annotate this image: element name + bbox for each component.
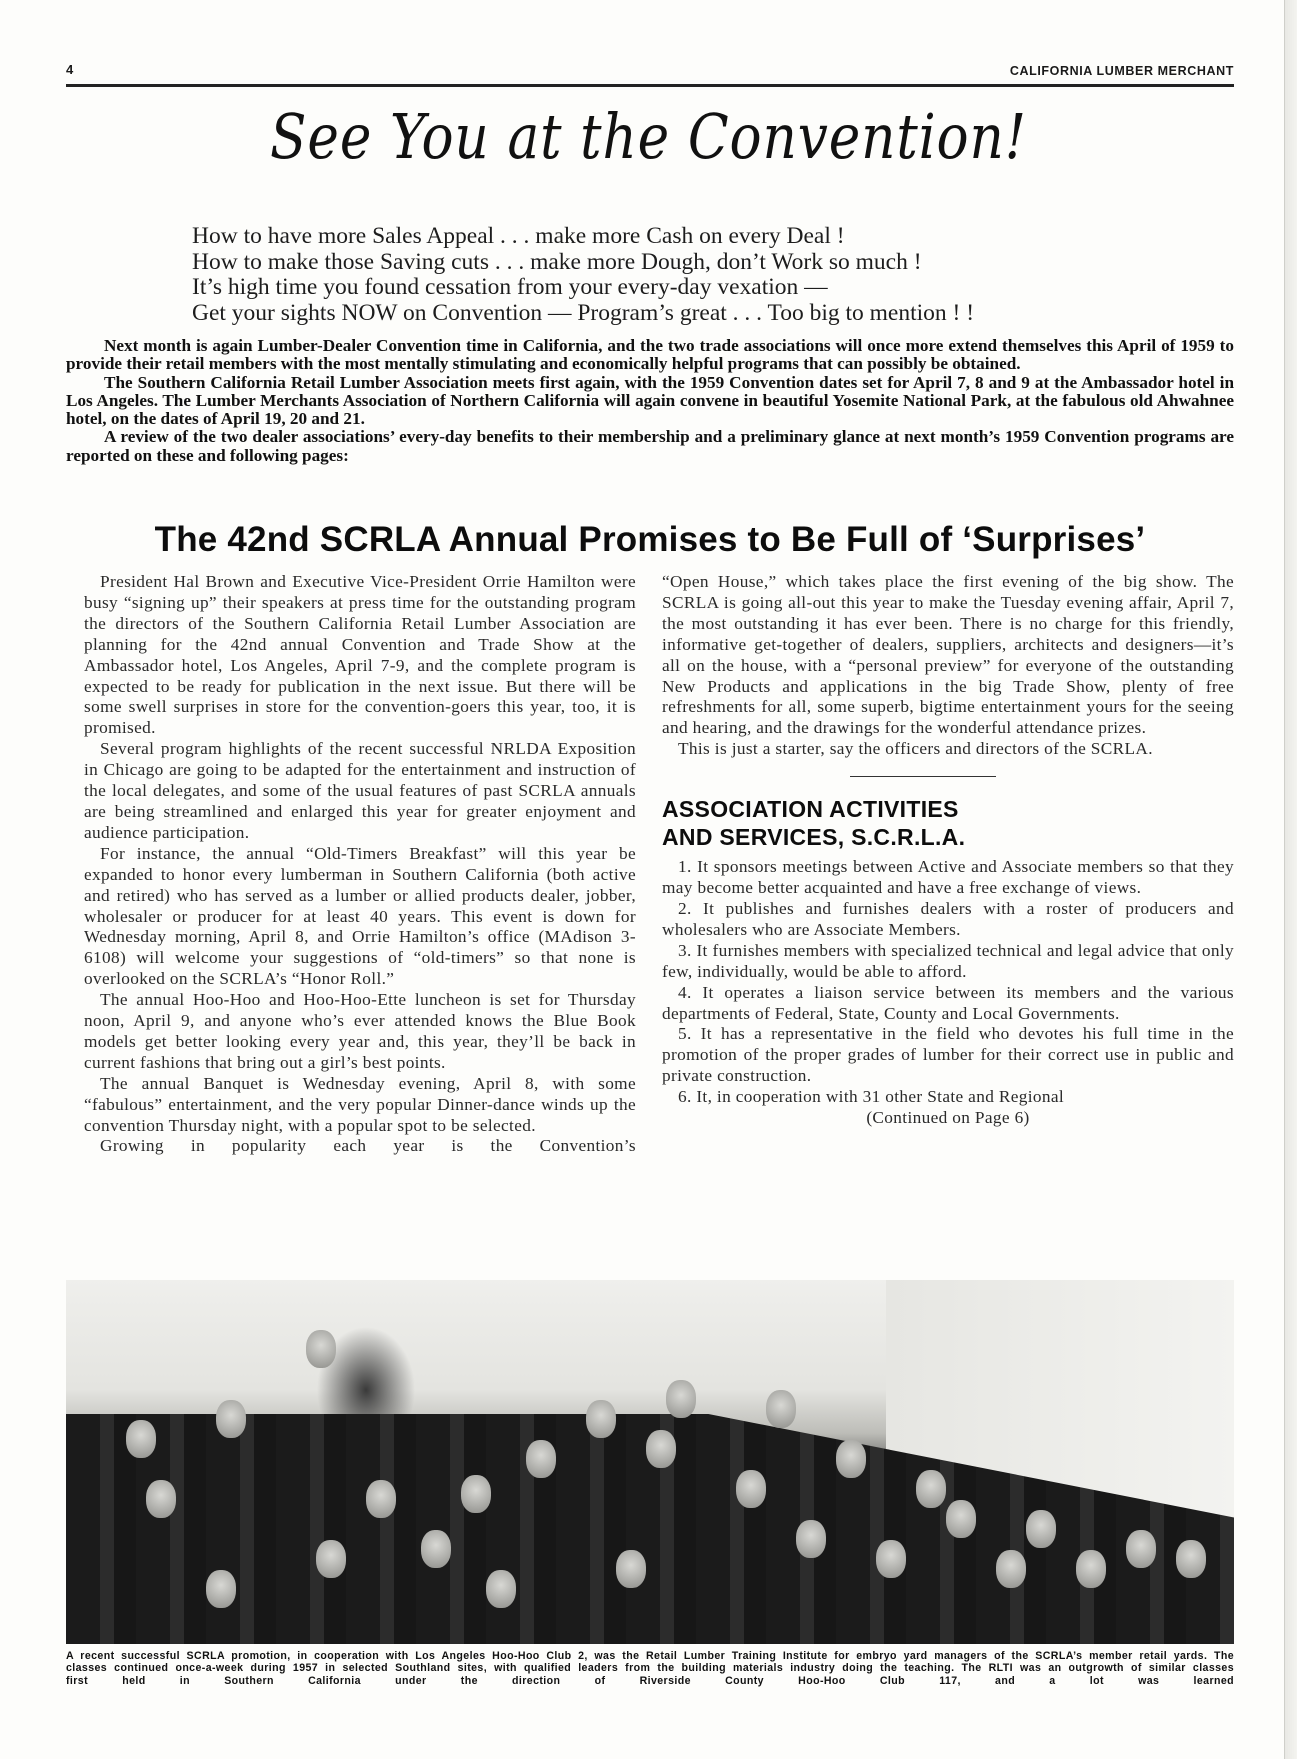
service-item: 2. It publishes and furnishes dealers with a roster of producers and wholesalers who are Associate Members. xyxy=(662,898,1234,939)
photo-face xyxy=(216,1400,246,1438)
photo-face xyxy=(1076,1550,1106,1588)
article-paragraph: The annual Hoo-Hoo and Hoo-Hoo-Ette luncheon is set for Thursday noon, April 9, and anyone who’s ever attended knows the Blue Book models get better looking every year and, this year, they’ll be back in current fashions that bring out a girl’s best points. xyxy=(84,990,636,1072)
photo-face xyxy=(461,1475,491,1513)
verse-line: How to make those Saving cuts . . . make more Dough, don’t Work so much ! xyxy=(192,248,922,275)
service-item: 6. It, in cooperation with 31 other State and Regional xyxy=(678,1087,1065,1107)
photo-face xyxy=(206,1570,236,1608)
photo-face xyxy=(316,1540,346,1578)
article-paragraph: Growing in popularity each year is the Convention’s xyxy=(100,1136,636,1156)
photo-face xyxy=(796,1520,826,1558)
subheading-line: ASSOCIATION ACTIVITIES xyxy=(662,796,959,823)
article-paragraph: President Hal Brown and Executive Vice-President Orrie Hamilton were busy “signing up” their speakers at press time for the outstanding program the directors of the Southern California Retail Lumber Association are planning for the 42nd annual Convention and Trade Show at the Ambassador hotel, Los Angeles, April 7-9, and the complete program is expected to be ready for publication in the next issue. But there will be some swell surprises in store for the convention-goers this year, too, it is promised. xyxy=(84,572,636,738)
article-paragraph: “Open House,” which takes place the first evening of the big show. The SCRLA is going all-out this year to make the Tuesday evening affair, April 7, the most outstanding it has ever been. There is no charge for this friendly, informative get-together of dealers, suppliers, architects and designers—it’s all on the house, with a “personal preview” for everyone of the outstanding New Products and applications in the big Trade Show, plenty of free refreshments for all, some superb, bigtime entertainment yours for the seeing and hearing, and the drawings for the wonderful attendance prizes. xyxy=(662,572,1234,738)
photo-face xyxy=(586,1400,616,1438)
section-divider xyxy=(850,776,996,777)
photo-face xyxy=(126,1420,156,1458)
subheading-line: AND SERVICES, S.C.R.L.A. xyxy=(662,824,966,851)
verse-line: It’s high time you found cessation from your every-day vexation — xyxy=(192,274,828,300)
article-paragraph: Several program highlights of the recent successful NRLDA Exposition in Chicago are going to be adapted for the entertainment and instruction of the local delegates, and some of the usual features of past SCRLA annuals are being streamlined and enlarged this year for greater enjoyment and audience participation. xyxy=(84,739,636,842)
article-column-left xyxy=(84,572,636,1157)
photo-face xyxy=(526,1440,556,1478)
header-rule xyxy=(66,84,1234,87)
intro-paragraph: Next month is again Lumber-Dealer Convention time in California, and the two trade associations will once more extend themselves this April of 1959 to provide their retail members with the most mentally stimulating and economically helpful programs that can possibly be obtained. xyxy=(66,336,1234,374)
photo-face xyxy=(876,1540,906,1578)
photo-face xyxy=(616,1550,646,1588)
photo-face xyxy=(996,1550,1026,1588)
photo-face xyxy=(366,1480,396,1518)
page-edge xyxy=(1284,0,1297,1759)
photo-face xyxy=(736,1470,766,1508)
article-headline: The 42nd SCRLA Annual Promises to Be Full of ‘Surprises’ xyxy=(154,520,1146,559)
photo-face xyxy=(916,1470,946,1508)
service-item: 1. It sponsors meetings between Active and Associate members so that they may become better acquainted and have a free exchange of views. xyxy=(662,857,1234,898)
intro-paragraph: The Southern California Retail Lumber Association meets first again, with the 1959 Convention dates set for April 7, 8 and 9 at the Ambassador hotel in Los Angeles. The Lumber Merchants Association of Northern California will again convene in beautiful Yosemite National Park, at the fabulous old Ahwahnee hotel, on the dates of April 19, 20 and 21. xyxy=(66,372,1234,429)
photo-face xyxy=(486,1570,516,1608)
photo-face xyxy=(666,1380,696,1418)
article-paragraph: This is just a starter, say the officers and directors of the SCRLA. xyxy=(678,739,1153,759)
photo-face xyxy=(836,1440,866,1478)
photo-face xyxy=(1126,1530,1156,1568)
service-item: 4. It operates a liaison service between its members and the various departments of Federal, State, County and Local Governments. xyxy=(662,982,1234,1023)
photo-caption: A recent successful SCRLA promotion, in cooperation with Los Angeles Hoo-Hoo Club 2, was the Retail Lumber Training Institute for embryo yard managers of the SCRLA’s member retail yards. The classes continued once-a-week during 1957 in selected Southland sites, with qualified leaders from the building materials industry doing the teaching. The RLTI was an outgrowth of similar classes first held in Southern California under the direction of Riverside County Hoo-Hoo Club 117, and a lot was learned xyxy=(66,1650,1234,1687)
verse-line: Get your sights NOW on Convention — Program’s great . . . Too big to mention ! ! xyxy=(192,299,975,326)
intro-paragraph: A review of the two dealer associations’ every-day benefits to their membership and a preliminary glance at next month’s 1959 Convention programs are reported on these and following pages: xyxy=(66,427,1234,465)
photo-face xyxy=(646,1430,676,1468)
verse-line: How to have more Sales Appeal . . . make more Cash on every Deal ! xyxy=(192,223,845,249)
photo-face xyxy=(1026,1510,1056,1548)
photo-face xyxy=(421,1530,451,1568)
service-item: 5. It has a representative in the field who devotes his full time in the promotion of the proper grades of lumber for their correct use in public and private construction. xyxy=(662,1024,1234,1086)
photo-face xyxy=(766,1390,796,1428)
publication-title: CALIFORNIA LUMBER MERCHANT xyxy=(1009,64,1234,78)
audience-photo xyxy=(66,1280,1234,1644)
promo-verse xyxy=(192,224,1092,326)
page-number: 4 xyxy=(66,62,74,77)
photo-face xyxy=(1176,1540,1206,1578)
intro-text xyxy=(66,337,1234,465)
photo-face xyxy=(306,1330,336,1368)
continued-note: (Continued on Page 6) xyxy=(866,1108,1030,1128)
article-paragraph: The annual Banquet is Wednesday evening, April 8, with some “fabulous” entertainment, and the very popular Dinner-dance winds up the convention Thursday night, with a popular spot to be selected. xyxy=(84,1073,636,1135)
page-header xyxy=(66,60,1234,84)
article-column-right xyxy=(662,572,1234,1129)
article-paragraph: For instance, the annual “Old-Timers Breakfast” will this year be expanded to honor every lumberman in Southern California (both active and retired) who has served as a lumber or allied products dealer, jobber, wholesaler or producer for at least 40 years. This event is down for Wednesday morning, April 8, and Orrie Hamilton’s office (MAdison 3-6108) will welcome your suggestions of “old-timers” so that none is overlooked on the SCRLA’s “Honor Roll.” xyxy=(84,843,636,989)
service-item: 3. It furnishes members with specialized technical and legal advice that only few, individually, would be able to afford. xyxy=(662,940,1234,981)
photo-face xyxy=(146,1480,176,1518)
page-title: See You at the Convention! xyxy=(270,100,1027,173)
section-subheading xyxy=(662,795,1234,851)
photo-face xyxy=(946,1500,976,1538)
photo-faces xyxy=(66,1280,1234,1644)
